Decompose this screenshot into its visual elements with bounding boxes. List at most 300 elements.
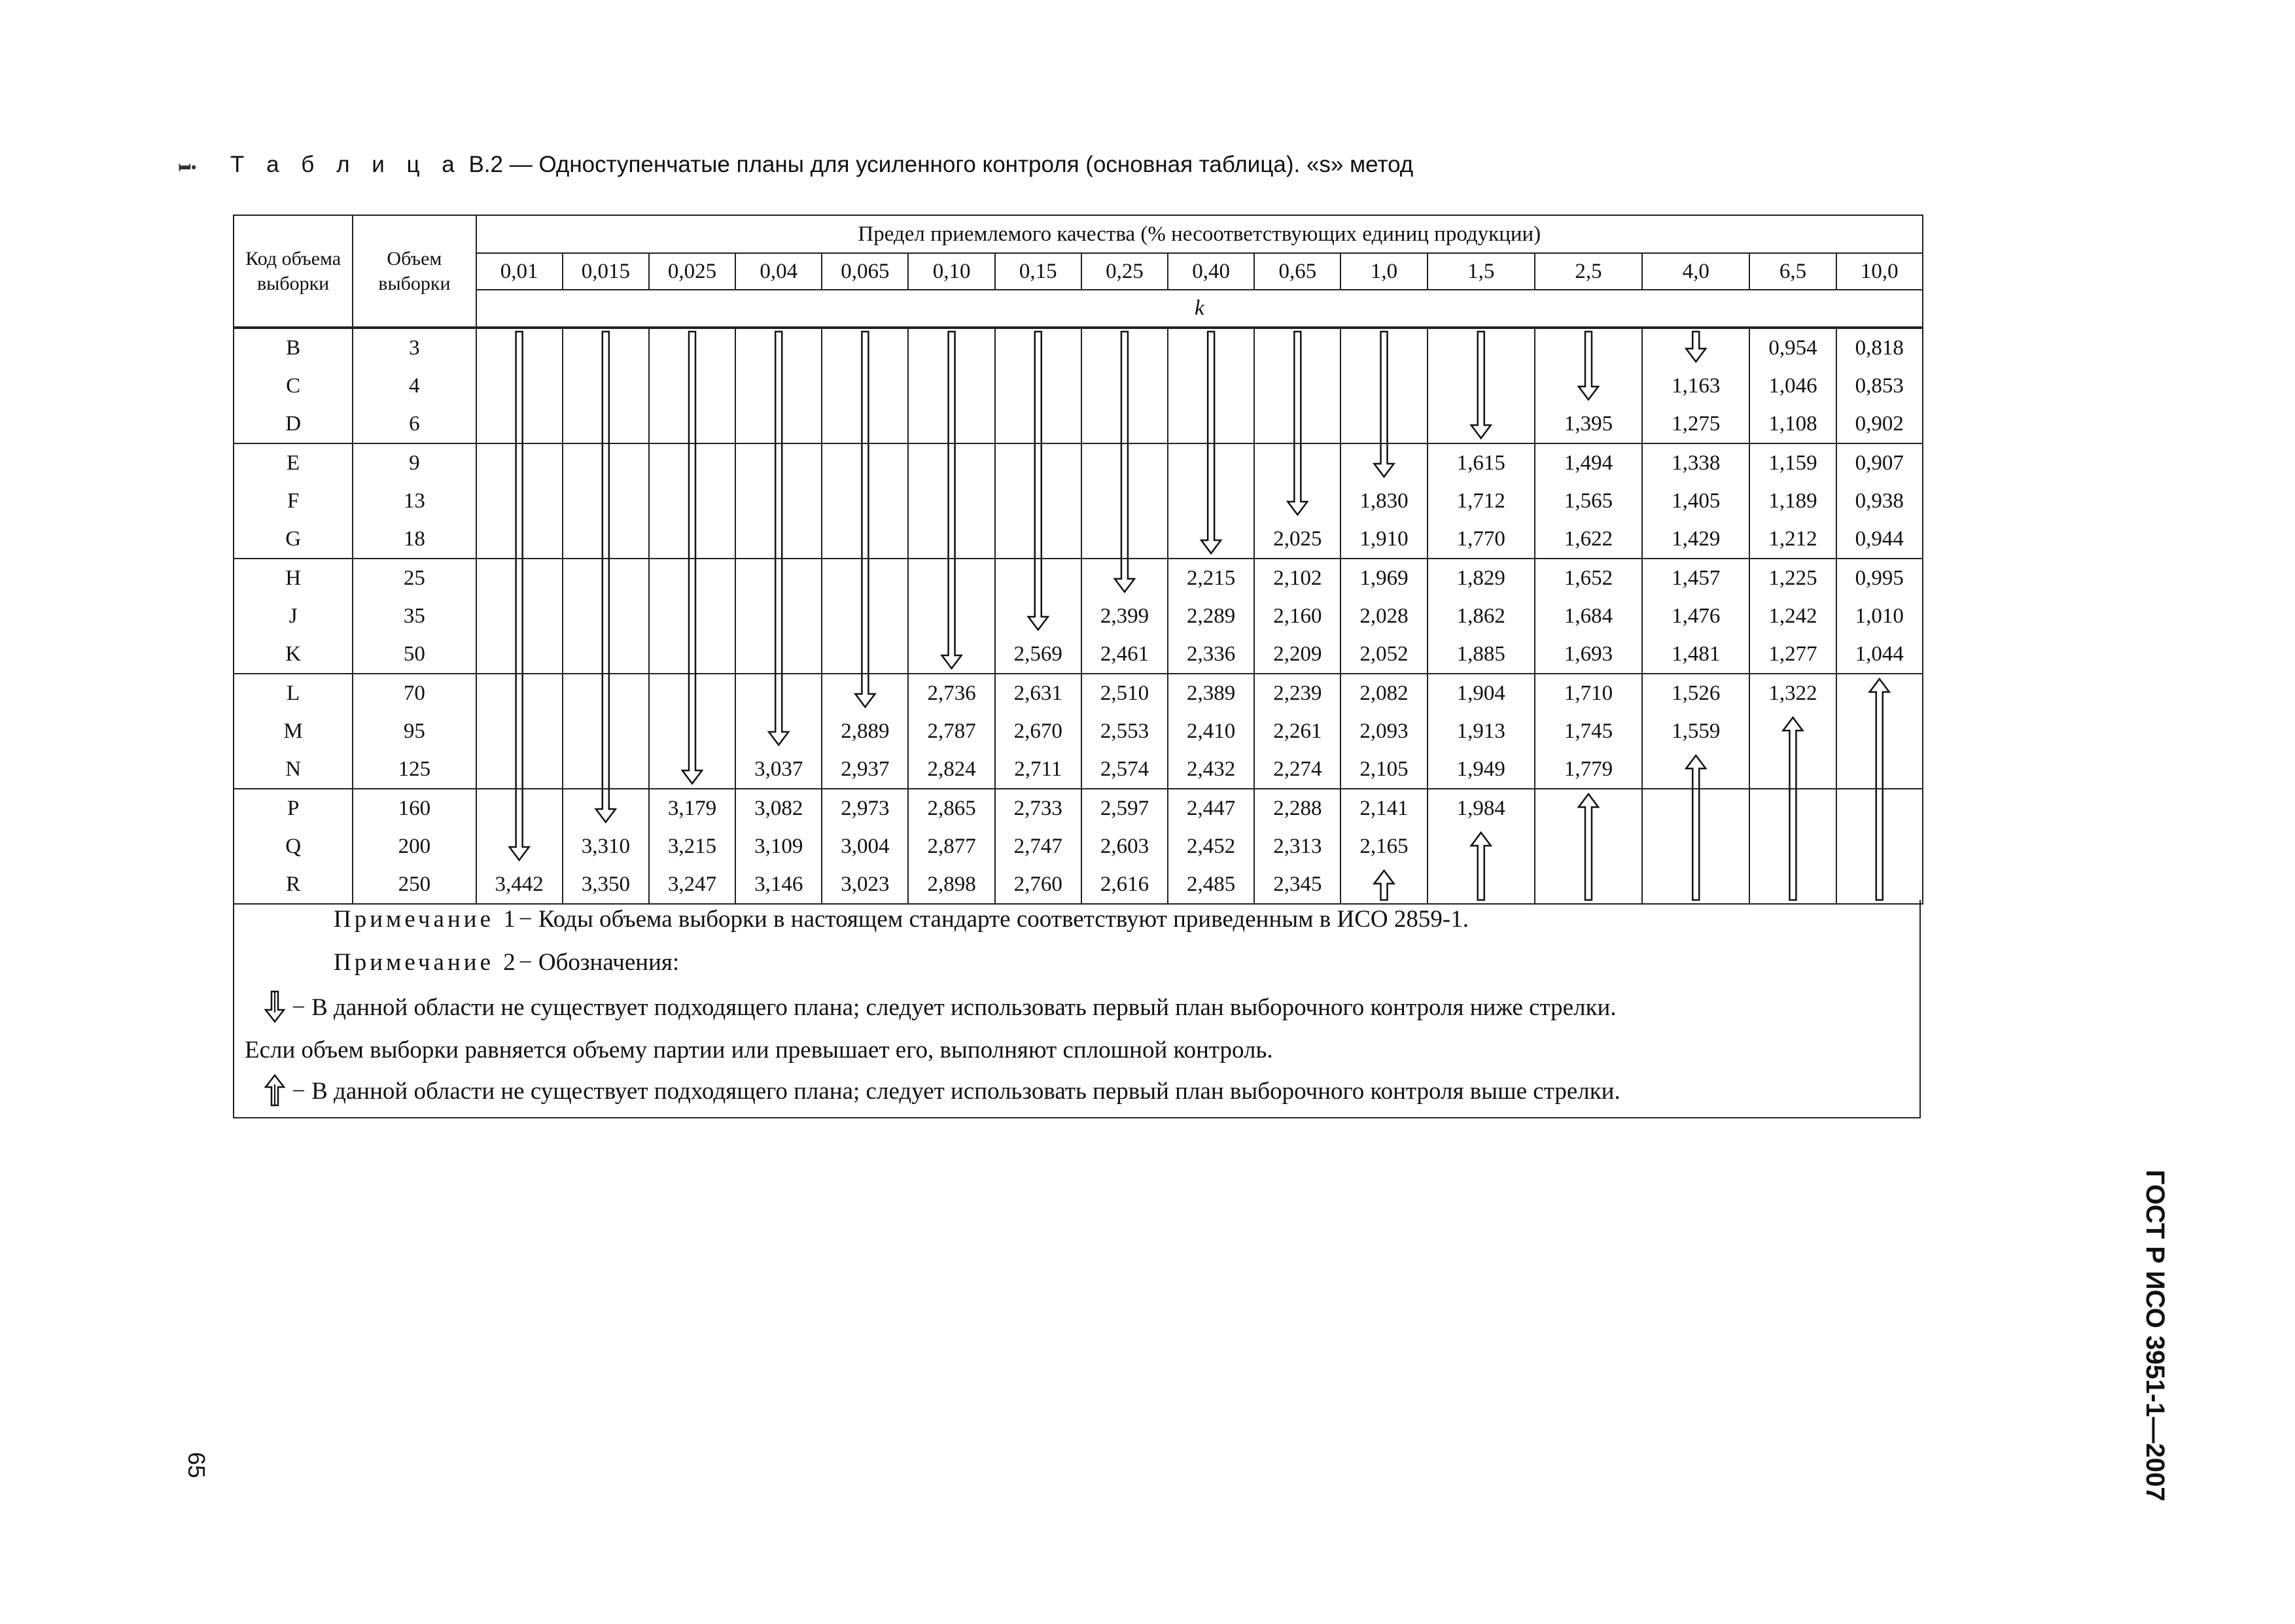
k-value-cell [1340,328,1427,367]
k-value-cell [649,443,735,482]
k-value-cell [476,750,563,789]
k-value-cell: 1,712 [1428,482,1535,520]
k-value-cell: 1,338 [1642,443,1749,482]
k-value-cell [1081,367,1168,405]
note-1 [334,905,1469,933]
k-value-cell: 1,622 [1535,520,1642,559]
aql-col-header: 0,10 [908,253,994,290]
k-value-cell [476,712,563,750]
k-value-cell [1168,405,1254,443]
k-value-cell [649,635,735,674]
k-value-cell: 1,225 [1749,559,1836,597]
caption-prefix: Т а б л и ц а [230,152,463,177]
k-value-cell [735,405,822,443]
k-value-cell: 1,429 [1642,520,1749,559]
k-value-cell: 0,818 [1836,328,1923,367]
k-value-cell: 2,105 [1340,750,1427,789]
k-value-cell: 1,565 [1535,482,1642,520]
k-value-cell: 3,082 [735,789,822,827]
k-value-cell: 2,889 [822,712,908,750]
k-value-cell: 2,288 [1254,789,1340,827]
table-row [234,750,1923,789]
k-value-cell [822,328,908,367]
k-value-cell: 2,736 [908,674,994,712]
k-value-cell: 1,395 [1535,405,1642,443]
k-value-cell [995,520,1081,559]
k-value-cell [649,750,735,789]
aql-col-header: 0,65 [1254,253,1340,290]
aql-col-header: 1,0 [1340,253,1427,290]
k-value-cell [735,520,822,559]
k-value-cell: 1,913 [1428,712,1535,750]
k-value-cell [908,635,994,674]
k-value-cell [476,482,563,520]
k-value-cell [1254,367,1340,405]
k-value-cell: 1,242 [1749,597,1836,635]
k-value-cell [995,559,1081,597]
k-value-cell: 2,052 [1340,635,1427,674]
k-value-cell: 2,432 [1168,750,1254,789]
k-value-cell [1428,827,1535,865]
aql-col-header: 1,5 [1428,253,1535,290]
k-value-cell [563,597,649,635]
k-value-cell [995,597,1081,635]
k-value-cell [1168,520,1254,559]
k-value-cell: 2,447 [1168,789,1254,827]
aql-col-header: 0,04 [735,253,822,290]
k-value-cell [1081,482,1168,520]
k-value-cell [908,367,994,405]
k-value-cell: 1,405 [1642,482,1749,520]
k-value-cell [908,482,994,520]
size-cell: 50 [353,635,476,674]
k-value-cell: 2,165 [1340,827,1427,865]
k-value-cell: 1,457 [1642,559,1749,597]
k-value-cell: 1,044 [1836,635,1923,674]
k-value-cell [735,674,822,712]
size-cell: 3 [353,328,476,367]
k-value-cell: 3,179 [649,789,735,827]
k-value-cell: 1,779 [1535,750,1642,789]
size-cell: 9 [353,443,476,482]
k-value-cell [476,328,563,367]
k-value-cell [1081,443,1168,482]
table-row [234,443,1923,482]
k-value-cell [908,559,994,597]
k-value-cell [649,482,735,520]
k-value-cell: 3,350 [563,865,649,904]
code-cell: H [234,559,353,597]
k-value-cell [735,559,822,597]
k-header: k [476,290,1923,328]
size-header: Объем выборки [353,215,476,328]
k-value-cell [908,520,994,559]
table-row [234,367,1923,405]
legend-down-cont: Если объем выборки равняется объему партии или превышает его, выполняют сплошной контроль. [245,1037,1273,1063]
k-value-cell [649,559,735,597]
k-value-cell [822,405,908,443]
code-cell: L [234,674,353,712]
aql-col-header: 0,025 [649,253,735,290]
k-value-cell: 1,046 [1749,367,1836,405]
k-value-cell: 3,023 [822,865,908,904]
k-value-cell: 2,028 [1340,597,1427,635]
aql-header: Предел приемлемого качества (% несоответствующих единиц продукции) [476,215,1923,253]
k-value-cell [995,482,1081,520]
k-value-cell: 1,275 [1642,405,1749,443]
size-cell: 70 [353,674,476,712]
k-value-cell [1428,367,1535,405]
k-value-cell [1535,328,1642,367]
table-row [234,559,1923,597]
row-group [234,443,1923,559]
k-value-cell: 1,745 [1535,712,1642,750]
k-value-cell: 2,865 [908,789,994,827]
k-value-cell: 2,093 [1340,712,1427,750]
k-value-cell [476,367,563,405]
k-value-cell: 3,215 [649,827,735,865]
k-value-cell [995,328,1081,367]
k-value-cell [563,789,649,827]
k-value-cell [822,597,908,635]
row-group [234,328,1923,443]
k-value-cell [908,597,994,635]
k-value-cell: 1,830 [1340,482,1427,520]
code-cell: M [234,712,353,750]
k-value-cell [563,405,649,443]
k-value-cell: 1,494 [1535,443,1642,482]
aql-col-header: 2,5 [1535,253,1642,290]
k-value-cell: 0,902 [1836,405,1923,443]
k-value-cell: 1,684 [1535,597,1642,635]
note-2 [334,948,679,976]
table-row [234,789,1923,827]
k-value-cell [563,712,649,750]
k-value-cell [476,405,563,443]
k-value-cell: 1,526 [1642,674,1749,712]
aql-col-header: 0,065 [822,253,908,290]
code-cell: R [234,865,353,904]
aql-col-header: 4,0 [1642,253,1749,290]
k-value-cell [1642,827,1749,865]
k-value-cell: 3,310 [563,827,649,865]
k-value-cell: 2,603 [1081,827,1168,865]
k-value-cell: 2,898 [908,865,994,904]
k-value-cell: 2,569 [995,635,1081,674]
k-value-cell [1749,865,1836,904]
k-value-cell [476,674,563,712]
k-value-cell [822,674,908,712]
k-value-cell: 2,215 [1168,559,1254,597]
k-value-cell: 2,733 [995,789,1081,827]
k-value-cell: 2,209 [1254,635,1340,674]
double-up-arrow-icon [263,1074,287,1107]
k-value-cell: 2,289 [1168,597,1254,635]
aql-col-header: 0,15 [995,253,1081,290]
k-value-cell: 2,141 [1340,789,1427,827]
k-value-cell [1836,865,1923,904]
k-value-cell [563,443,649,482]
k-value-cell [1535,827,1642,865]
k-value-cell: 2,160 [1254,597,1340,635]
double-down-arrow-icon [263,990,287,1023]
k-value-cell [1836,712,1923,750]
k-value-cell [649,674,735,712]
k-value-cell: 1,559 [1642,712,1749,750]
k-value-cell: 0,938 [1836,482,1923,520]
k-value-cell [1642,750,1749,789]
k-value-cell [1081,520,1168,559]
legend-up-text: − В данной области не существует подходящего плана; следует использовать первый план выборочного контроля выше стрелки. [292,1078,1621,1105]
k-value-cell: 3,004 [822,827,908,865]
k-value-cell [476,520,563,559]
k-value-cell [735,712,822,750]
k-value-cell [563,328,649,367]
k-value-cell: 2,485 [1168,865,1254,904]
note-2-title: Примечание 2 [334,949,519,976]
k-value-cell: 2,261 [1254,712,1340,750]
k-value-cell [1081,559,1168,597]
k-value-cell [649,405,735,443]
code-cell: J [234,597,353,635]
k-value-cell [1168,367,1254,405]
k-value-cell: 2,510 [1081,674,1168,712]
k-value-cell: 2,616 [1081,865,1168,904]
k-value-cell [735,328,822,367]
k-value-cell: 1,615 [1428,443,1535,482]
size-cell: 6 [353,405,476,443]
table-row [234,482,1923,520]
k-value-cell [735,367,822,405]
table-row [234,597,1923,635]
k-value-cell: 2,274 [1254,750,1340,789]
k-value-cell: 1,693 [1535,635,1642,674]
k-value-cell: 2,711 [995,750,1081,789]
table-row [234,520,1923,559]
page-marker: ℹ [173,163,199,172]
legend-down [263,990,1617,1023]
k-value-cell [735,482,822,520]
k-value-cell: 1,652 [1535,559,1642,597]
k-value-cell [1535,367,1642,405]
k-value-cell: 1,984 [1428,789,1535,827]
size-cell: 200 [353,827,476,865]
aql-col-header: 10,0 [1836,253,1923,290]
row-group [234,674,1923,789]
k-value-cell [995,443,1081,482]
k-value-cell [1535,789,1642,827]
acceptance-table [233,215,1923,905]
k-value-cell [1642,328,1749,367]
k-value-cell: 1,476 [1642,597,1749,635]
k-value-cell: 1,481 [1642,635,1749,674]
k-value-cell [1081,405,1168,443]
table-row [234,865,1923,904]
code-cell: D [234,405,353,443]
k-value-cell: 3,442 [476,865,563,904]
k-value-cell [649,520,735,559]
k-value-cell [563,635,649,674]
k-value-cell: 2,239 [1254,674,1340,712]
k-value-cell: 2,787 [908,712,994,750]
code-cell: C [234,367,353,405]
k-value-cell [822,443,908,482]
k-value-cell [649,597,735,635]
k-value-cell: 1,212 [1749,520,1836,559]
k-value-cell [735,443,822,482]
table-caption [230,152,1413,178]
k-value-cell [476,443,563,482]
k-value-cell [822,635,908,674]
k-value-cell: 2,877 [908,827,994,865]
k-value-cell [1836,674,1923,712]
k-value-cell: 1,969 [1340,559,1427,597]
k-value-cell [476,559,563,597]
k-value-cell [1428,865,1535,904]
k-value-cell [1340,367,1427,405]
code-header: Код объема выборки [234,215,353,328]
k-value-cell: 0,853 [1836,367,1923,405]
k-value-cell: 2,102 [1254,559,1340,597]
k-value-cell [822,482,908,520]
k-value-cell [1340,443,1427,482]
k-value-cell [822,367,908,405]
note-1-title: Примечание 1 [334,906,519,933]
row-group [234,789,1923,904]
size-cell: 250 [353,865,476,904]
k-value-cell [563,482,649,520]
k-value-cell: 3,037 [735,750,822,789]
aql-col-header: 0,015 [563,253,649,290]
k-value-cell [735,635,822,674]
aql-col-header: 0,25 [1081,253,1168,290]
k-value-cell [1081,328,1168,367]
k-value-cell: 0,944 [1836,520,1923,559]
k-value-cell: 2,082 [1340,674,1427,712]
k-value-cell: 1,159 [1749,443,1836,482]
k-value-cell: 2,336 [1168,635,1254,674]
k-value-cell [1254,482,1340,520]
k-value-cell: 2,937 [822,750,908,789]
k-value-cell: 3,146 [735,865,822,904]
k-value-cell [1749,712,1836,750]
k-value-cell [649,328,735,367]
k-value-cell: 2,553 [1081,712,1168,750]
k-value-cell: 1,885 [1428,635,1535,674]
aql-col-header: 6,5 [1749,253,1836,290]
k-value-cell [1254,443,1340,482]
k-value-cell [476,597,563,635]
k-value-cell [476,827,563,865]
k-value-cell: 1,862 [1428,597,1535,635]
k-value-cell [476,789,563,827]
k-value-cell [563,559,649,597]
caption-text: В.2 — Одноступенчатые планы для усиленного контроля (основная таблица). «s» метод [462,152,1414,177]
k-value-cell: 2,760 [995,865,1081,904]
k-value-cell [995,405,1081,443]
table-row [234,827,1923,865]
k-value-cell: 2,824 [908,750,994,789]
k-value-cell [1340,405,1427,443]
k-value-cell [1168,482,1254,520]
aql-col-header: 0,01 [476,253,563,290]
k-value-cell: 2,399 [1081,597,1168,635]
k-value-cell [1340,865,1427,904]
k-value-cell: 1,108 [1749,405,1836,443]
k-value-cell [822,520,908,559]
k-value-cell [1168,443,1254,482]
k-value-cell [1254,405,1340,443]
k-value-cell [563,674,649,712]
notes-box [233,900,1921,1118]
k-value-cell: 1,277 [1749,635,1836,674]
size-cell: 18 [353,520,476,559]
k-value-cell: 1,910 [1340,520,1427,559]
k-value-cell [1749,827,1836,865]
page-number: 65 [183,1451,210,1479]
k-value-cell: 1,322 [1749,674,1836,712]
code-cell: P [234,789,353,827]
k-value-cell [1642,789,1749,827]
k-value-cell [735,597,822,635]
note-1-text: − Коды объема выборки в настоящем стандарте соответствуют приведенным в ИСО 2859-1. [518,906,1469,933]
k-value-cell: 2,345 [1254,865,1340,904]
k-value-cell: 2,597 [1081,789,1168,827]
table-row [234,712,1923,750]
k-value-cell [649,367,735,405]
size-cell: 160 [353,789,476,827]
k-value-cell [1836,750,1923,789]
k-value-cell: 3,109 [735,827,822,865]
k-value-cell [995,367,1081,405]
k-value-cell [908,443,994,482]
k-value-cell [563,520,649,559]
k-value-cell: 2,973 [822,789,908,827]
k-value-cell [1642,865,1749,904]
note-2-text: − Обозначения: [518,949,680,976]
code-cell: K [234,635,353,674]
k-value-cell [1168,328,1254,367]
k-value-cell: 2,452 [1168,827,1254,865]
k-value-cell: 2,670 [995,712,1081,750]
code-cell: Q [234,827,353,865]
code-cell: B [234,328,353,367]
k-value-cell [563,367,649,405]
k-value-cell: 2,574 [1081,750,1168,789]
k-value-cell: 1,710 [1535,674,1642,712]
size-cell: 4 [353,367,476,405]
k-value-cell [1749,789,1836,827]
code-cell: N [234,750,353,789]
table-row [234,674,1923,712]
k-value-cell: 2,461 [1081,635,1168,674]
table-row [234,635,1923,674]
size-cell: 125 [353,750,476,789]
size-cell: 25 [353,559,476,597]
table-row [234,405,1923,443]
table-row [234,328,1923,367]
k-value-cell: 2,410 [1168,712,1254,750]
k-value-cell [563,750,649,789]
k-value-cell: 2,631 [995,674,1081,712]
k-value-cell: 1,829 [1428,559,1535,597]
code-cell: E [234,443,353,482]
k-value-cell: 3,247 [649,865,735,904]
k-value-cell: 2,389 [1168,674,1254,712]
standard-designation: ГОСТ Р ИСО 3951-1—2007 [2141,1169,2170,1502]
k-value-cell: 1,010 [1836,597,1923,635]
k-value-cell [1428,328,1535,367]
